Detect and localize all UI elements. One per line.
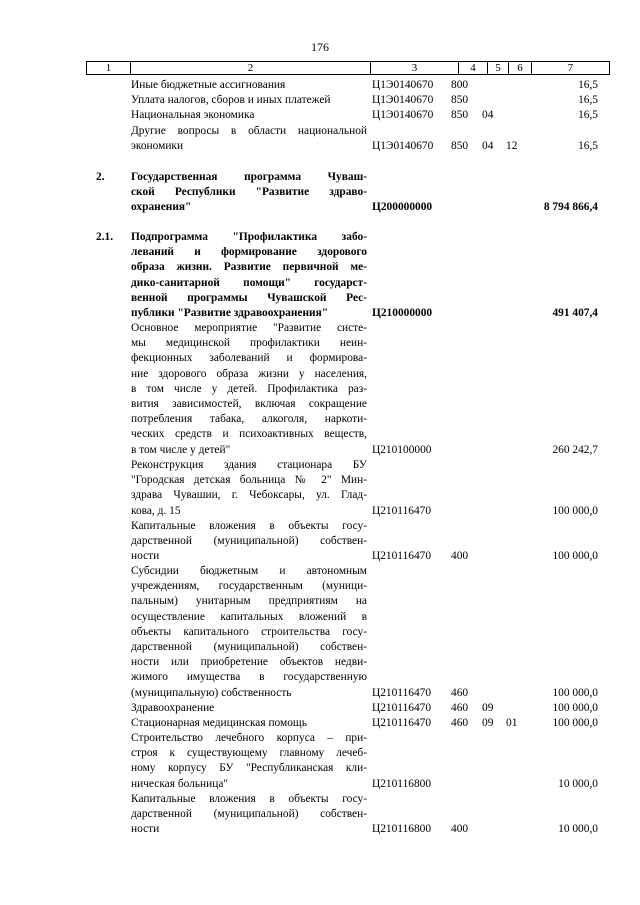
page-number: 176	[311, 40, 329, 54]
row-amount: 260 242,7	[552, 443, 598, 456]
row-amount: 100 000,0	[552, 702, 598, 714]
row-code: Ц1Э0140670	[372, 79, 434, 91]
row-description-line: ние здорового образа жизни у населения,	[131, 367, 367, 380]
row-code: Ц200000000	[372, 201, 433, 214]
row-code: Ц1Э0140670	[372, 109, 434, 121]
row-description-line: ности	[131, 823, 160, 836]
row-description-line: ской Республики "Развитие здраво-	[131, 186, 367, 199]
row-description-line: Национальная экономика	[131, 109, 255, 121]
row-amount: 100 000,0	[552, 504, 598, 517]
row-description-line: ности или приобретение объектов недви-	[131, 656, 367, 669]
row-description-line: учреждениям, государственным (муници-	[131, 580, 367, 593]
row-col-4: 460	[451, 686, 469, 699]
row-col-4: 850	[451, 140, 469, 153]
row-amount: 16,5	[578, 109, 598, 121]
row-description-line: Подпрограмма "Профилактика забо-	[131, 231, 367, 243]
row-description-line: ности	[131, 550, 160, 563]
header-col-5: 5	[488, 62, 509, 74]
row-description-line: Строительство лечебного корпуса – при-	[131, 732, 367, 744]
row-code: Ц1Э0140670	[372, 94, 434, 106]
row-description-line: Субсидии бюджетным и автономным	[131, 565, 367, 577]
row-description-line: вития зависимостей, включая сокращение	[131, 398, 367, 410]
row-col-4: 800	[451, 79, 469, 91]
row-amount: 100 000,0	[552, 550, 598, 563]
row-description-line: ному корпусу БУ "Республиканская кли-	[131, 762, 367, 775]
row-description-line: дарственной (муниципальной) собствен-	[131, 641, 367, 653]
row-description-line: "Городская детская больница № 2" Мин-	[131, 474, 367, 487]
row-code: Ц210116470	[372, 717, 432, 729]
row-description-line: Капитальные вложения в объекты госу-	[131, 793, 367, 805]
row-description-line: жимого имущества в государственную	[131, 671, 367, 684]
row-code: Ц210116800	[372, 777, 432, 790]
row-description-line: в том числе у детей. Профилактика раз-	[131, 382, 367, 395]
row-col-4: 850	[451, 109, 469, 121]
row-description-line: мы медицинской профилактики неин-	[131, 337, 367, 350]
row-code: Ц210116470	[372, 702, 432, 714]
row-description-line: потребления табака, алкоголя, наркоти-	[131, 413, 367, 426]
row-col-6: 01	[506, 717, 518, 729]
row-description-line: Иные бюджетные ассигнования	[131, 79, 286, 91]
row-col-5: 04	[482, 109, 494, 121]
row-description-line: ническая больница"	[131, 777, 229, 790]
row-col-5: 04	[482, 140, 494, 153]
row-code: Ц210116470	[372, 504, 432, 517]
row-col-4: 850	[451, 94, 469, 106]
row-description-line: (муниципальную) собственность	[131, 686, 292, 699]
row-description-line: пальным) унитарным предприятиям на	[131, 595, 367, 608]
row-description-line: здрава Чувашии, г. Чебоксары, ул. Глад-	[131, 489, 367, 502]
row-description-line: образа жизни. Развитие первичной ме-	[131, 261, 367, 274]
header-col-4: 4	[459, 62, 488, 74]
row-description-line: Уплата налогов, сборов и иных платежей	[131, 94, 331, 106]
row-code: Ц210116800	[372, 823, 432, 836]
row-amount: 16,5	[578, 79, 598, 91]
row-description-line: Здравоохранение	[131, 702, 215, 714]
row-amount: 16,5	[578, 94, 598, 106]
row-number: 2.1.	[96, 231, 114, 243]
row-description-line: Реконструкция здания стационара БУ	[131, 459, 367, 471]
row-col-4: 460	[451, 702, 469, 714]
row-col-5: 09	[482, 702, 494, 714]
row-code: Ц210100000	[372, 443, 432, 456]
row-amount: 491 407,4	[552, 307, 598, 319]
row-col-4: 400	[451, 550, 469, 563]
header-col-3: 3	[371, 62, 459, 74]
row-description-line: публики "Развитие здравоохранения"	[131, 307, 329, 319]
header-col-2: 2	[131, 62, 371, 74]
row-description-line: строя к существующему главному лечеб-	[131, 747, 367, 760]
header-col-6: 6	[509, 62, 532, 74]
row-description-line: охранения"	[131, 201, 192, 214]
row-amount: 100 000,0	[552, 686, 598, 699]
row-amount: 10 000,0	[558, 777, 598, 790]
row-description-line: дико-санитарной помощи" государст-	[131, 276, 367, 289]
row-description-line: Другие вопросы в области национальной	[131, 125, 367, 137]
row-description-line: объекты капитального строительства госу-	[131, 625, 367, 638]
row-code: Ц210000000	[372, 307, 433, 319]
row-description-line: Стационарная медицинская помощь	[131, 717, 307, 729]
row-col-6: 12	[506, 140, 518, 153]
row-amount: 8 794 866,4	[543, 201, 598, 214]
row-description-line: осуществление капитальных вложений в	[131, 610, 367, 623]
row-description-line: дарственной (муниципальной) собствен-	[131, 808, 367, 821]
row-description-line: в том числе у детей"	[131, 443, 231, 456]
table-header	[86, 61, 610, 75]
row-col-4: 400	[451, 823, 469, 836]
row-number: 2.	[96, 171, 105, 183]
row-description-line: Капитальные вложения в объекты госу-	[131, 520, 367, 532]
row-description-line: венной программы Чувашской Рес-	[131, 291, 367, 304]
header-col-1: 1	[87, 62, 131, 74]
row-description-line: кова, д. 15	[131, 504, 181, 517]
row-col-5: 09	[482, 717, 494, 729]
row-code: Ц210116470	[372, 686, 432, 699]
row-description-line: ческих средств и психоактивных веществ,	[131, 428, 367, 441]
row-code: Ц1Э0140670	[372, 140, 434, 153]
row-col-4: 460	[451, 717, 469, 729]
row-code: Ц210116470	[372, 550, 432, 563]
row-description-line: леваний и формирование здорового	[131, 246, 367, 259]
row-description-line: дарственной (муниципальной) собствен-	[131, 535, 367, 548]
row-description-line: Государственная программа Чуваш-	[131, 171, 367, 183]
row-amount: 100 000,0	[552, 717, 598, 729]
row-description-line: экономики	[131, 140, 184, 153]
row-description-line: фекционных заболеваний и формирова-	[131, 352, 367, 365]
row-amount: 10 000,0	[558, 823, 598, 836]
header-col-7: 7	[567, 62, 574, 74]
row-description-line: Основное мероприятие "Развитие систе-	[131, 322, 367, 334]
row-amount: 16,5	[578, 140, 598, 153]
